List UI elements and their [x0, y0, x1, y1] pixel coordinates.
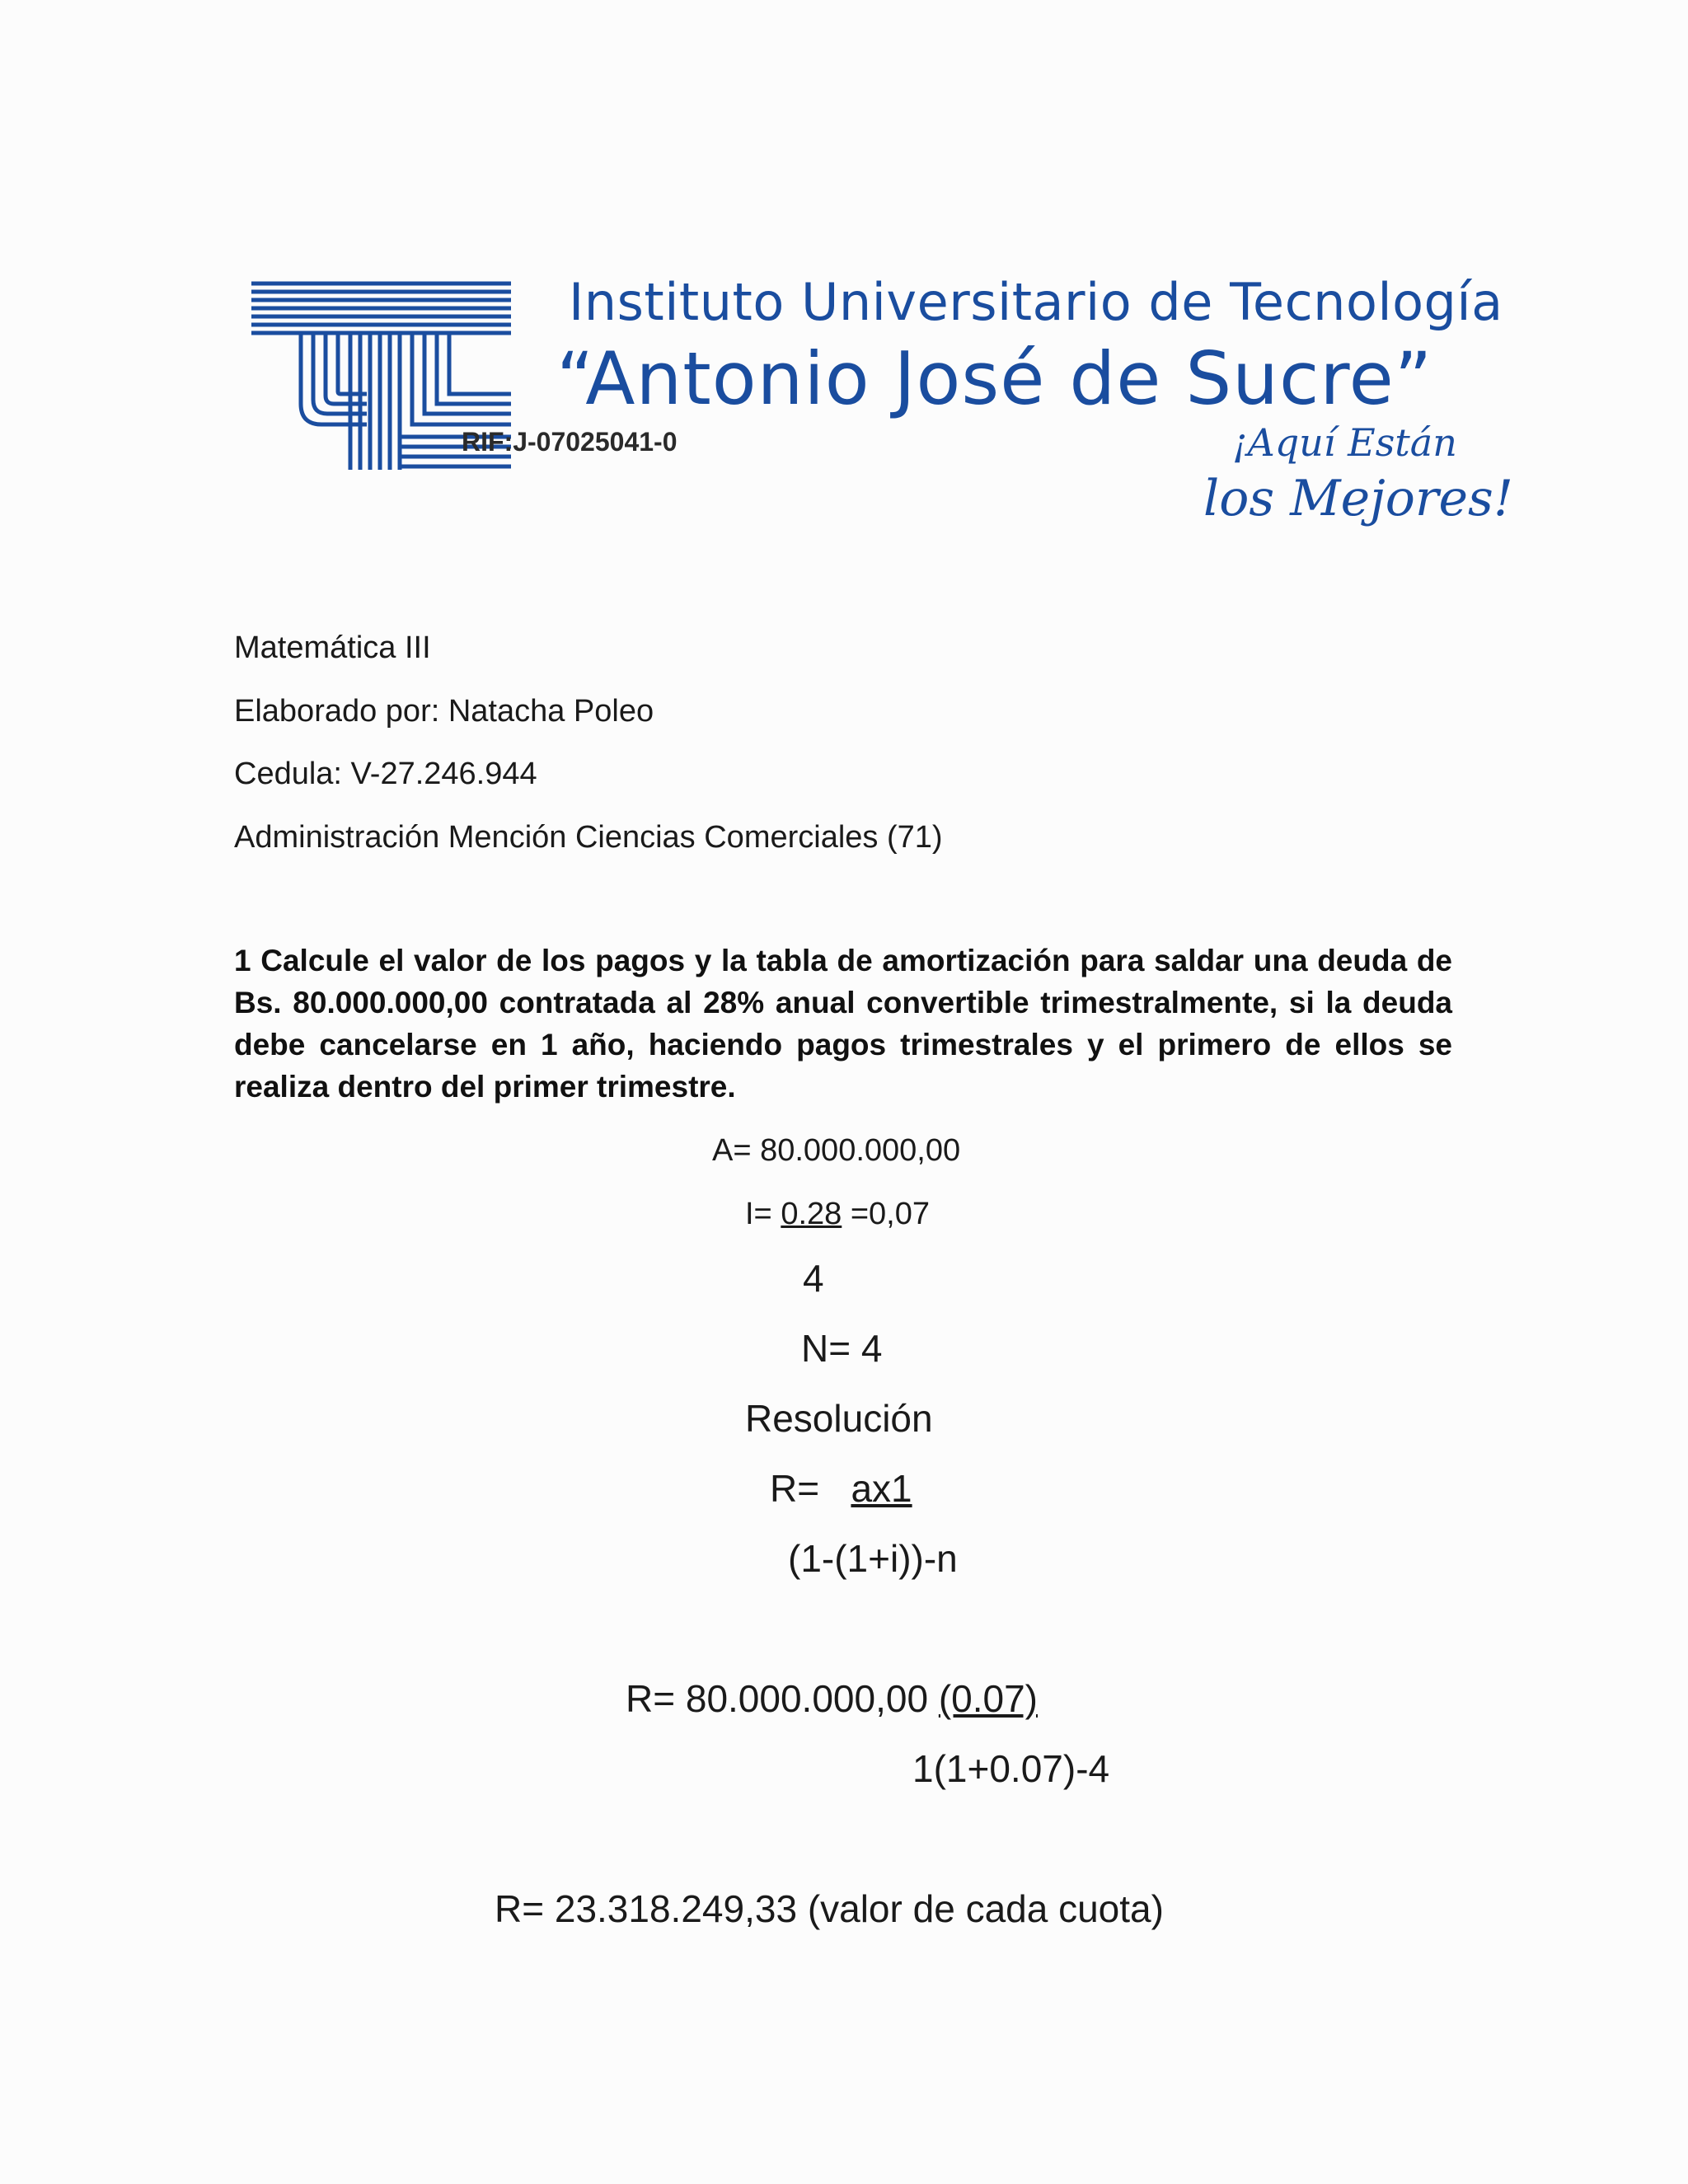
- given-n: N= 4: [801, 1327, 883, 1370]
- substitution-prefix: R= 80.000.000,00: [626, 1677, 929, 1720]
- slogan-line-2: los Mejores!: [1203, 470, 1513, 527]
- id-line: Cedula: V-27.246.944: [234, 757, 537, 791]
- formula-denominator: (1-(1+i))-n: [788, 1537, 958, 1580]
- given-i-prefix: I=: [745, 1197, 772, 1231]
- author-line: Elaborado por: Natacha Poleo: [234, 694, 654, 729]
- substitution-line: [626, 1676, 1038, 1721]
- resolution-heading: Resolución: [745, 1397, 933, 1440]
- given-i-denominator: 4: [803, 1257, 824, 1300]
- problem-statement: 1 Calcule el valor de los pagos y la tabla de amortización para saldar una deuda de Bs. 80.000.000,00 contratada al 28% anual convertible trimestralmente, si la deuda debe cancelarse en 1 año, haciendo pagos trimestrales y el primero de ellos se realiza dentro del primer trimestre.: [234, 944, 1452, 1104]
- given-i-numerator: 0.28: [781, 1197, 842, 1231]
- result-line: R= 23.318.249,33 (valor de cada cuota): [495, 1887, 1164, 1930]
- institution-rif: RIF:J-07025041-0: [462, 427, 678, 457]
- given-i: [745, 1197, 930, 1232]
- given-a: A= 80.000.000,00: [712, 1133, 961, 1168]
- institution-header: [247, 272, 1533, 544]
- slogan-line-1: ¡Aquí Están: [1232, 420, 1457, 465]
- substitution-denominator: 1(1+0.07)-4: [912, 1747, 1110, 1790]
- institution-title: “Antonio José de Sucre”: [556, 336, 1433, 421]
- formula-line: [770, 1466, 912, 1511]
- program-line: Administración Mención Ciencias Comerciales (71): [234, 820, 943, 855]
- formula-numerator: ax1: [851, 1467, 912, 1510]
- substitution-numerator: (0.07): [938, 1677, 1038, 1720]
- formula-prefix: R=: [770, 1467, 820, 1510]
- subject-line: Matemática III: [234, 630, 431, 665]
- given-i-result: =0,07: [850, 1197, 930, 1231]
- institution-name: Instituto Universitario de Tecnología: [569, 272, 1503, 332]
